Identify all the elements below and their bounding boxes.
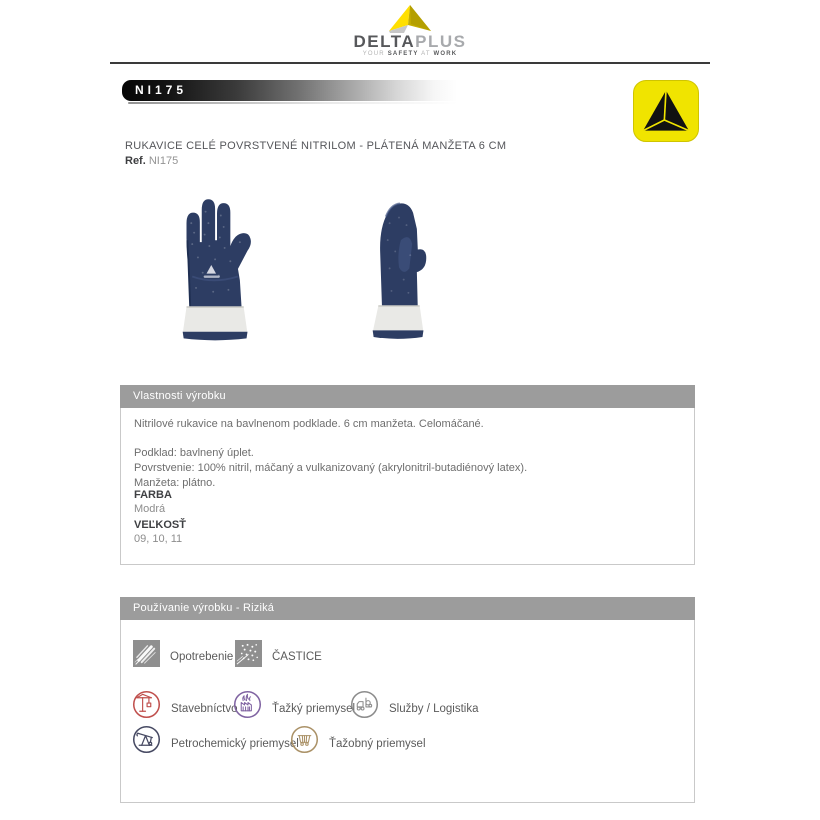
ref-value: NI175 bbox=[148, 155, 179, 167]
usage-section-header: Používanie výrobku - Riziká bbox=[120, 597, 695, 620]
feature-detail-line: Manžeta: plátno. bbox=[134, 477, 216, 489]
particles-icon bbox=[235, 640, 262, 667]
factory-flames-icon bbox=[233, 690, 262, 719]
brand-logo bbox=[0, 4, 820, 57]
risk-label: Opotrebenie bbox=[170, 651, 234, 663]
brand-name bbox=[0, 34, 820, 50]
tagline-at: AT bbox=[421, 51, 431, 57]
delta-triangle-black-icon bbox=[639, 86, 693, 136]
forklift-icon bbox=[350, 690, 379, 719]
risk-item-petrochemical bbox=[132, 725, 299, 754]
brand-name-secondary: PLUS bbox=[415, 32, 467, 51]
brand-name-primary: DELTA bbox=[353, 32, 416, 51]
size-value: 09, 10, 11 bbox=[134, 533, 183, 545]
glove-image-side bbox=[352, 184, 446, 347]
page-title: RUKAVICE CELÉ POVRSTVENÉ NITRILOM - PLÁTENÁ MANŽETA 6 CM bbox=[125, 140, 507, 152]
product-ref bbox=[125, 155, 178, 167]
risk-item-heavy-industry bbox=[233, 690, 355, 719]
header-divider bbox=[110, 62, 710, 64]
glove-image-front bbox=[158, 185, 276, 347]
oil-pumpjack-icon bbox=[132, 725, 161, 754]
color-label: FARBA bbox=[134, 489, 172, 501]
feature-detail-line: Povrstvenie: 100% nitril, máčaný a vulkanizovaný (akrylonitril-butadiénový latex). bbox=[134, 462, 528, 474]
risk-label: Stavebníctvo bbox=[171, 703, 238, 715]
brand-tagline bbox=[0, 51, 820, 57]
product-code-bar: NI175 bbox=[122, 80, 457, 101]
risk-label: Petrochemický priemysel bbox=[171, 738, 299, 750]
tagline-safety: SAFETY bbox=[387, 51, 419, 57]
feature-detail-line: Podklad: bavlnený úplet. bbox=[134, 447, 254, 459]
color-value: Modrá bbox=[134, 503, 166, 515]
delta-triangle-icon bbox=[380, 4, 440, 34]
features-section-header: Vlastnosti výrobku bbox=[120, 385, 695, 408]
tagline-your: YOUR bbox=[362, 51, 385, 57]
risk-item-abrasion bbox=[133, 640, 233, 667]
risk-item-construction bbox=[132, 690, 237, 719]
mine-cart-icon bbox=[290, 725, 319, 754]
risk-label: Ťažký priemysel bbox=[272, 703, 356, 715]
abrasion-icon bbox=[133, 640, 160, 667]
risk-label: Služby / Logistika bbox=[389, 703, 479, 715]
risk-label: Ťažobný priemysel bbox=[329, 738, 426, 750]
risk-item-logistics bbox=[350, 690, 479, 719]
size-label: VEĽKOSŤ bbox=[134, 519, 186, 531]
construction-crane-icon bbox=[132, 690, 161, 719]
risk-item-mining bbox=[290, 725, 426, 754]
risk-label: ČASTICE bbox=[272, 651, 322, 663]
features-details bbox=[134, 446, 527, 491]
risk-item-particles bbox=[235, 640, 322, 667]
brand-tile bbox=[633, 80, 699, 142]
product-code-bar-shadow bbox=[128, 102, 458, 104]
ref-label: Ref. bbox=[125, 155, 146, 167]
tagline-work: WORK bbox=[433, 51, 458, 57]
features-description: Nitrilové rukavice na bavlnenom podklade. 6 cm manžeta. Celomáčané. bbox=[134, 418, 484, 430]
